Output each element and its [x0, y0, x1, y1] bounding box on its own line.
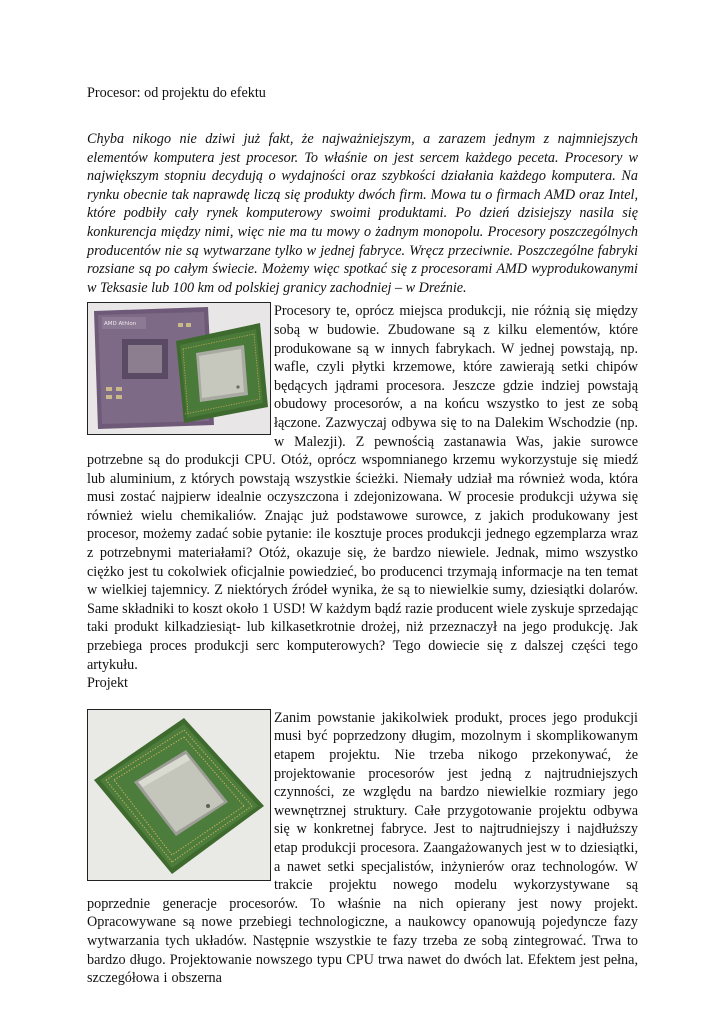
intel-cpu-illustration [88, 710, 270, 880]
intro-paragraph: Chyba nikogo nie dziwi już fakt, że najważniejszym, a zarazem jednym z najmniejszych elementów komputera jest procesor. To właśnie on jest sercem każdego peceta. Procesory w największym stopniu decydują o wydajności oraz szybkości działania każdego komputera. Na rynku obecnie tak naprawdę liczą się produkty dwóch firm. Mowa tu o firmach AMD oraz Intel, które podbiły cały rynek komputerowy swoimi produktami. Po dzień dzisiejszy nasila się konkurencja między nimi, więc nie ma tu mowy o żadnym monopolu. Procesory poszczególnych producentów nie są wytwarzane tylko w jednej fabryce. Wręcz przeciwnie. Poszczególne fabryki rozsiane są po całym świecie. Możemy więc spotkać się z procesorami AMD wyprodukowanymi w Teksasie lub 100 km od polskiej granicy zachodniej – w Dreźnie. [87, 131, 638, 296]
amd-chip-label: AMD Athlon [104, 321, 137, 328]
cpu-photo-intel [87, 709, 271, 881]
document-page [87, 84, 638, 988]
cpu-photo-amd-intel [87, 302, 271, 435]
cpu-illustration [88, 303, 270, 434]
section1-paragraph: Procesory te, oprócz miejsca produkcji, nie różnią się między sobą w budowie. Zbudowane są z kilku elementów, które produkowane są w innych fabrykach. W jednej powstają, np. wafle, czyli płytki krzemowe, które zawierają setki chipów będących jądrami procesora. Jeszcze gdzie indziej powstają obudowy procesorów, a na końcu wszystko to jest ze sobą łączone. Zazwyczaj odbywa się to na Dalekim Wschodzie (np. w Malezji). Z pewnością zastanawia Was, jakie surowce potrzebne są do produkcji CPU. Otóż, oprócz wspomnianego krzemu wykorzystuje się miedź lub aluminium, z których powstają wszystkie ścieżki. Niemały udział ma również woda, która musi zostać najpierw idealnie oczyszczona i zdejonizowana. W procesie produkcji używa się również wielu chemikaliów. Znając już podstawowe surowce, z jakich produkowany jest procesor, możemy zadać sobie pytanie: ile kosztuje proces produkcji jednego egzemplarza wraz z potrzebnymi materiałami? Otóż, okazuje się, że bardzo niewiele. Jednak, mimo wszystko ciężko jest tu cokolwiek oficjalnie powiedzieć, bo producenci trzymają informacje na ten temat w wielkiej tajemnicy. Z niektórych źródeł wynika, że są to niewielkie sumy, dziesiątki dolarów. Same składniki to koszt około 1 USD! W każdym bądź razie producent wiele zyskuje sprzedając taki produkt kilkadziesiąt- lub kilkasetkrotnie drożej, niż przeznaczył na jego produkcję. Jak przebiega proces produkcji serc komputerowych? Tego dowiecie się z dalszej części tego artykułu. [87, 303, 638, 673]
heading-projekt: Projekt [87, 675, 128, 692]
document-title: Procesor: od projektu do efektu [87, 85, 266, 101]
section2-paragraph: Zanim powstanie jakikolwiek produkt, proces jego produkcji musi być poprzedzony długim, mozolnym i skomplikowanym etapem projektu. Nie trzeba nikogo przekonywać, że projektowanie procesorów jest jedną z najtrudniejszych czynności, ze względu na bardzo niewielkie rozmiary jego wewnętrznej struktury. Całe przygotowanie projektu odbywa się w konkretnej fabryce. Jest to najtrudniejszy i najdłuższy etap produkcji procesora. Zaangażowanych jest w to dziesiątki, a nawet setki specjalistów, inżynierów oraz technologów. W trakcie projektu nowego modelu wykorzystywane są poprzednie generacje procesorów. To właśnie na nich opierany jest nowy projekt. Opracowywane są nowe przebiegi technologiczne, a naukowcy opanowują pojedyncze fazy wytwarzania tych układów. Następnie wszystkie te fazy trzeba ze sobą zintegrować. Trwa to bardzo długo. Projektowanie nowszego typu CPU trwa nawet do dwóch lat. Efektem jest pełna, szczegółowa i obszerna [87, 709, 638, 987]
section-production [87, 302, 638, 674]
section-projekt [87, 709, 638, 988]
